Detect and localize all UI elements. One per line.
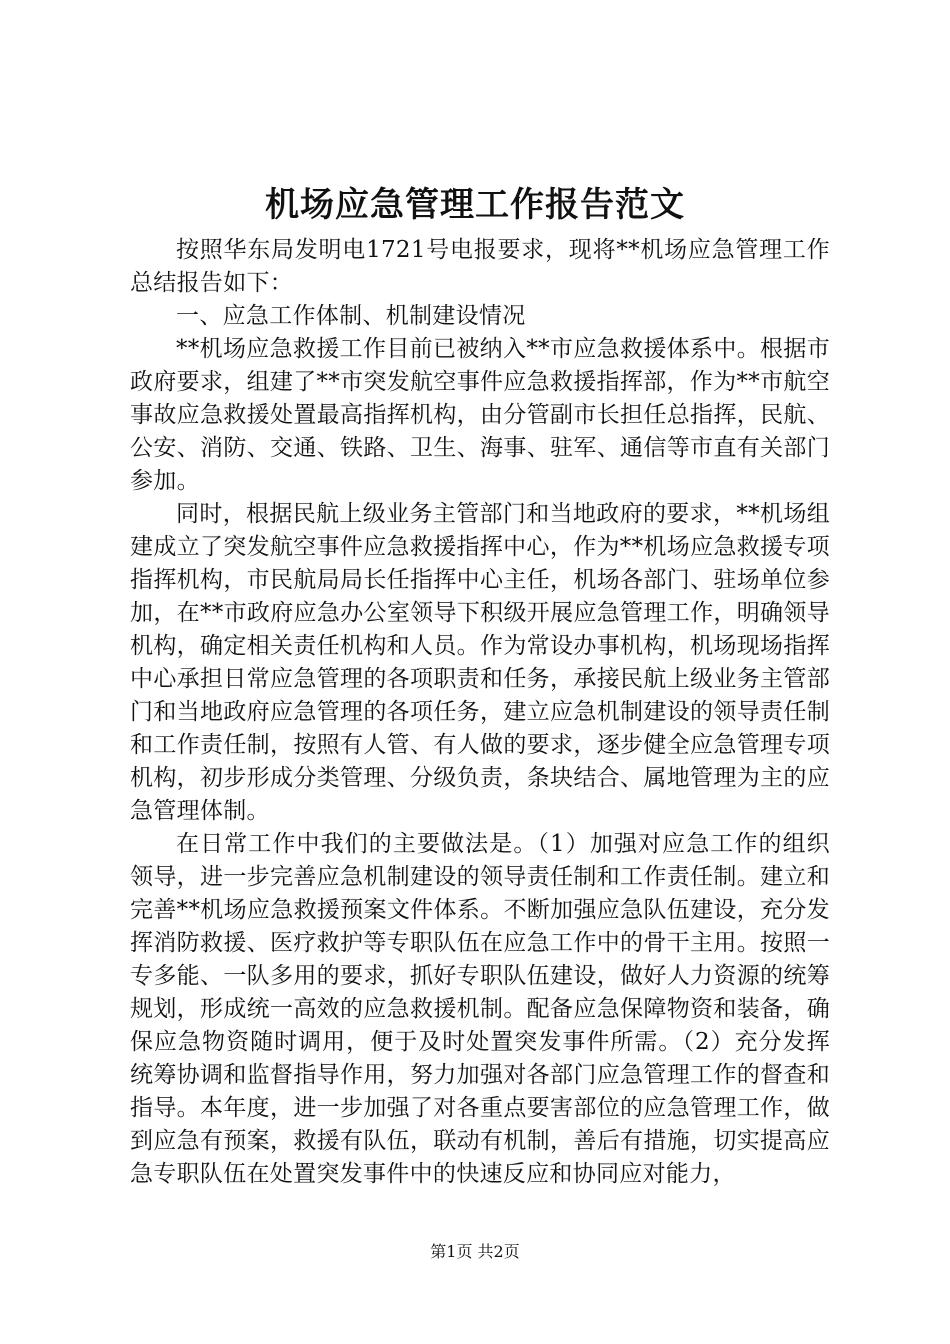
body-paragraph: 同时，根据民航上级业务主管部门和当地政府的要求，**机场组建成立了突发航空事件应急救援指挥中心，作为**机场应急救援专项指挥机构，市民航局局长任指挥中心主任，机场各部门、驻场单位参加，在**市政府应急办公室领导下积级开展应急管理工作，明确领导机构，确定相关责任机构和人员。作为常设办事机构，机场现场指挥中心承担日常应急管理的各项职责和任务，承接民航上级业务主管部门和当地政府应急管理的各项任务，建立应急机制建设的领导责任制和工作责任制，按照有人管、有人做的要求，逐步健全应急管理专项机构，初步形成分类管理、分级负责，条块结合、属地管理为主的应急管理体制。: [130, 501, 830, 824]
document-title: 机场应急管理工作报告范文: [265, 185, 685, 225]
document-body: [130, 234, 830, 1191]
intro-paragraph: 按照华东局发明电1721号电报要求，现将**机场应急管理工作总结报告如下：: [130, 237, 830, 296]
body-paragraph: 在日常工作中我们的主要做法是。（1）加强对应急工作的组织领导，进一步完善应急机制建设的领导责任制和工作责任制。建立和完善**机场应急救援预案文件体系。不断加强应急队伍建设，充分发挥消防救援、医疗救护等专职队伍在应急工作中的骨干主用。按照一专多能、一队多用的要求，抓好专职队伍建设，做好人力资源的统筹规划，形成统一高效的应急救援机制。配备应急保障物资和装备，确保应急物资随时调用，便于及时处置突发事件所需。（2）充分发挥统筹协调和监督指导作用，努力加强对各部门应急管理工作的督查和指导。本年度，进一步加强了对各重点要害部位的应急管理工作，做到应急有预案，救援有队伍，联动有机制，善后有措施，切实提高应急专职队伍在处置突发事件中的快速反应和协同应对能力，: [130, 831, 830, 1187]
section-heading-1: 一、应急工作体制、机制建设情况: [176, 303, 526, 329]
page-footer: 第1页 共2页: [430, 1242, 520, 1261]
body-paragraph: **机场应急救援工作目前已被纳入**市应急救援体系中。根据市政府要求，组建了**市突发航空事件应急救援指挥部，作为**市航空事故应急救援处置最高指挥机构，由分管副市长担任总指挥，民航、公安、消防、交通、铁路、卫生、海事、驻军、通信等市直有关部门参加。: [130, 336, 830, 494]
